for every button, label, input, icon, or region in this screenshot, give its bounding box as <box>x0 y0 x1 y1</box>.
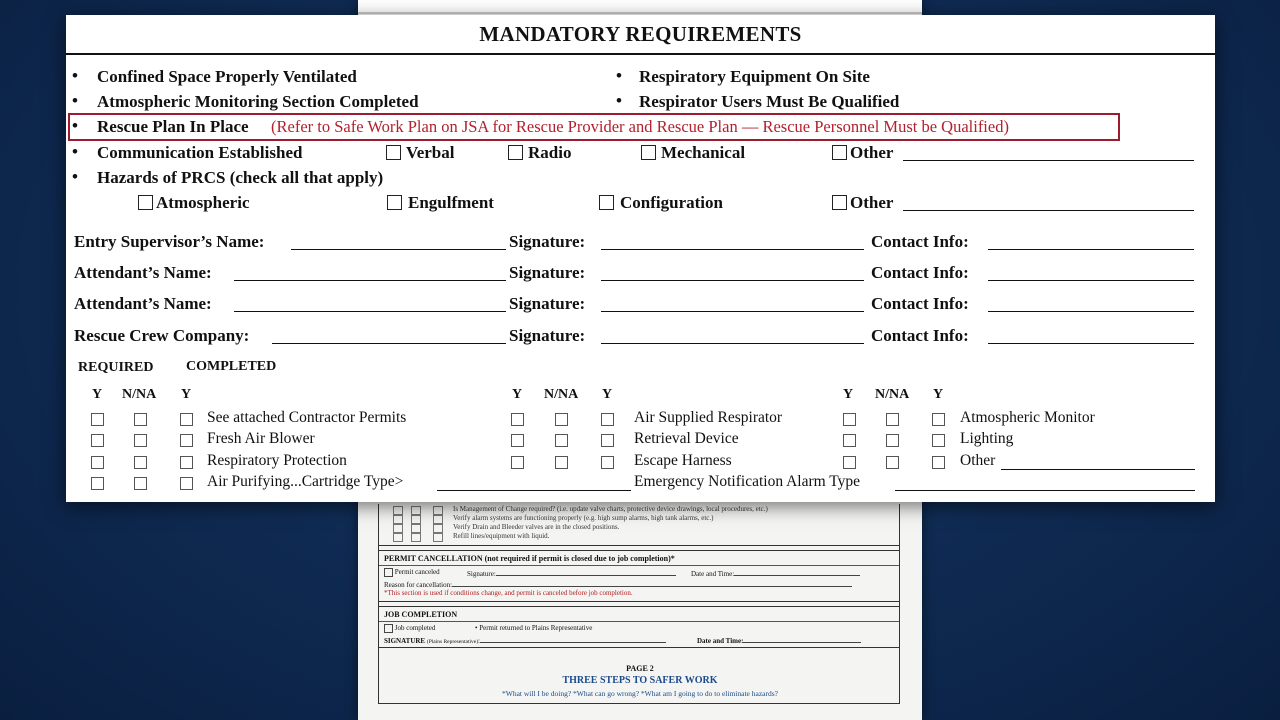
verbal-label: Verbal <box>406 143 455 162</box>
attendant-2-signature-line[interactable] <box>601 311 864 312</box>
permit-cancellation-section <box>378 550 900 602</box>
permit-canceled-label: Permit canceled <box>394 568 440 577</box>
rescue-crew-name-line[interactable] <box>272 343 506 344</box>
bg-checkbox <box>393 524 403 533</box>
bg-list-line: Is Management of Change required? (i.e. update valve charts, protective device drawings, local procedures, etc.) <box>453 505 768 513</box>
attendant-signature-line[interactable] <box>601 280 864 281</box>
other-line[interactable] <box>1001 469 1195 470</box>
bullet: • <box>616 91 622 110</box>
attendant-label: Attendant’s Name: <box>74 294 212 313</box>
page-number: PAGE 2 <box>626 664 654 673</box>
row-checkbox[interactable] <box>843 456 856 469</box>
bullet: • <box>72 142 78 161</box>
bullet: • <box>72 66 78 85</box>
row-checkbox[interactable] <box>932 456 945 469</box>
col-header-y: Y <box>933 387 944 402</box>
row-checkbox[interactable] <box>511 456 524 469</box>
item-confined-space-ventilated: Confined Space Properly Ventilated <box>97 67 357 86</box>
item-respirator-users-qualified: Respirator Users Must Be Qualified <box>639 92 900 111</box>
hazard-other-label: Other <box>850 193 894 212</box>
col-header-y: Y <box>92 387 103 402</box>
col-header-y: Y <box>602 387 613 402</box>
rescue-crew-contact-line[interactable] <box>988 343 1194 344</box>
contact-info-label: Contact Info: <box>871 294 969 313</box>
row-checkbox[interactable] <box>134 413 147 426</box>
bg-list-line: Verify alarm systems are functioning properly (e.g. high sump alarms, high tank alarms, etc.) <box>453 514 714 522</box>
respiratory-protection-label: Respiratory Protection <box>207 452 347 469</box>
row-checkbox[interactable] <box>511 413 524 426</box>
configuration-label: Configuration <box>620 193 723 212</box>
fresh-air-blower-label: Fresh Air Blower <box>207 430 315 447</box>
bullet: • <box>72 116 78 135</box>
hazard-other-checkbox[interactable] <box>832 195 847 210</box>
row-checkbox[interactable] <box>886 413 899 426</box>
attendant-contact-line[interactable] <box>988 280 1194 281</box>
contact-info-label: Contact Info: <box>871 263 969 282</box>
item-atmospheric-monitoring: Atmospheric Monitoring Section Completed <box>97 92 419 111</box>
bg-list-line: Refill lines/equipment with liquid. <box>453 532 550 540</box>
attendant-label: Attendant’s Name: <box>74 263 212 282</box>
retrieval-device-label: Retrieval Device <box>634 430 739 447</box>
permit-cancellation-title: PERMIT CANCELLATION (not required if permit is closed due to job completion)* <box>384 554 675 563</box>
row-checkbox[interactable] <box>91 477 104 490</box>
cancel-date-label: Date and Time: <box>691 570 735 578</box>
row-checkbox[interactable] <box>134 456 147 469</box>
required-header: REQUIRED <box>78 360 154 375</box>
communication-other-line[interactable] <box>903 160 1194 161</box>
row-checkbox[interactable] <box>601 434 614 447</box>
escape-harness-label: Escape Harness <box>634 452 732 469</box>
configuration-checkbox[interactable] <box>599 195 614 210</box>
bullet: • <box>616 66 622 85</box>
mandatory-requirements-card <box>66 15 1215 502</box>
col-header-nna: N/NA <box>875 387 910 402</box>
entry-supervisor-label: Entry Supervisor’s Name: <box>74 232 265 251</box>
completion-signature-label: SIGNATURE <box>384 637 426 645</box>
rescue-plan-label: Rescue Plan In Place <box>97 117 249 136</box>
bg-checkbox <box>393 515 403 524</box>
bullet: • <box>72 167 78 186</box>
cancel-reason-line[interactable] <box>452 579 852 587</box>
atmospheric-checkbox[interactable] <box>138 195 153 210</box>
signature-label: Signature: <box>509 326 586 345</box>
cancel-signature-line[interactable] <box>496 568 676 576</box>
mechanical-checkbox[interactable] <box>641 145 656 160</box>
row-checkbox[interactable] <box>134 434 147 447</box>
bg-checkbox <box>411 524 421 533</box>
row-checkbox[interactable] <box>886 434 899 447</box>
entry-supervisor-name-line[interactable] <box>291 249 506 250</box>
row-checkbox[interactable] <box>91 434 104 447</box>
row-checkbox[interactable] <box>843 434 856 447</box>
signature-label: Signature: <box>509 294 586 313</box>
col-header-y: Y <box>843 387 854 402</box>
row-checkbox[interactable] <box>555 413 568 426</box>
radio-checkbox[interactable] <box>508 145 523 160</box>
cartridge-type-label: Air Purifying...Cartridge Type> <box>207 473 404 490</box>
contractor-permits-label: See attached Contractor Permits <box>207 409 407 426</box>
three-steps-questions: *What will I be doing? *What can go wrong? *What am I going to do to eliminate hazards? <box>502 689 778 698</box>
air-supplied-respirator-label: Air Supplied Respirator <box>634 409 783 426</box>
cartridge-type-line[interactable] <box>437 490 631 491</box>
bg-checkbox <box>433 524 443 533</box>
item-respiratory-equipment: Respiratory Equipment On Site <box>639 67 870 86</box>
bg-checkbox <box>411 515 421 524</box>
other-label: Other <box>960 452 996 469</box>
atmospheric-monitor-label: Atmospheric Monitor <box>960 409 1095 426</box>
col-header-nna: N/NA <box>122 387 157 402</box>
job-completion-title: JOB COMPLETION <box>384 610 458 619</box>
completion-signature-note: (Plains Representative) <box>426 639 479 645</box>
col-header-y: Y <box>512 387 523 402</box>
completed-header: COMPLETED <box>186 359 277 374</box>
emergency-alarm-line[interactable] <box>895 490 1195 491</box>
row-checkbox[interactable] <box>511 434 524 447</box>
contact-info-label: Contact Info: <box>871 232 969 251</box>
attendant-name-line[interactable] <box>234 280 506 281</box>
bullet: • <box>72 91 78 110</box>
cancel-reason-label: Reason for cancellation: <box>384 581 453 589</box>
bg-checkbox <box>411 506 421 515</box>
bg-checkbox <box>411 533 421 542</box>
job-completed-checkbox[interactable] <box>384 624 393 633</box>
row-checkbox[interactable] <box>180 477 193 490</box>
engulfment-checkbox[interactable] <box>387 195 402 210</box>
job-completed-label: Job completed <box>394 624 436 633</box>
row-checkbox[interactable] <box>932 413 945 426</box>
background-page-top <box>358 0 922 14</box>
row-checkbox[interactable] <box>886 456 899 469</box>
rescue-plan-note: (Refer to Safe Work Plan on JSA for Rescue Provider and Rescue Plan — Rescue Personnel Must be Qualified) <box>271 117 1009 136</box>
permit-canceled-checkbox[interactable] <box>384 568 393 577</box>
completion-date-label: Date and Time: <box>697 637 744 645</box>
bg-checkbox <box>393 533 403 542</box>
bg-checkbox <box>433 506 443 515</box>
cancel-date-line[interactable] <box>734 568 860 576</box>
row-checkbox[interactable] <box>932 434 945 447</box>
signature-label: Signature: <box>509 263 586 282</box>
entry-supervisor-contact-line[interactable] <box>988 249 1194 250</box>
completion-date-line[interactable] <box>743 635 861 643</box>
row-checkbox[interactable] <box>555 456 568 469</box>
completion-signature-line[interactable] <box>480 635 666 643</box>
bg-checkbox <box>433 515 443 524</box>
row-checkbox[interactable] <box>91 456 104 469</box>
bg-checkbox <box>393 506 403 515</box>
row-checkbox[interactable] <box>134 477 147 490</box>
row-checkbox[interactable] <box>601 413 614 426</box>
entry-supervisor-signature-line[interactable] <box>601 249 864 250</box>
communication-label: Communication Established <box>97 143 303 162</box>
mechanical-label: Mechanical <box>661 143 746 162</box>
hazard-other-line[interactable] <box>903 210 1194 211</box>
lighting-label: Lighting <box>960 430 1014 447</box>
row-checkbox[interactable] <box>180 456 193 469</box>
rescue-crew-label: Rescue Crew Company: <box>74 326 250 345</box>
card-title: MANDATORY REQUIREMENTS <box>66 15 1215 55</box>
hazards-label: Hazards of PRCS (check all that apply) <box>97 168 384 187</box>
background-checklist <box>378 504 900 546</box>
attendant-2-contact-line[interactable] <box>988 311 1194 312</box>
signature-label: Signature: <box>509 232 586 251</box>
communication-other-checkbox[interactable] <box>832 145 847 160</box>
row-checkbox[interactable] <box>555 434 568 447</box>
permit-returned-label: • Permit returned to Plains Representative <box>475 624 593 632</box>
radio-label: Radio <box>528 143 572 162</box>
three-steps-title: THREE STEPS TO SAFER WORK <box>562 675 718 686</box>
row-checkbox[interactable] <box>180 434 193 447</box>
engulfment-label: Engulfment <box>408 193 494 212</box>
row-checkbox[interactable] <box>601 456 614 469</box>
verbal-checkbox[interactable] <box>386 145 401 160</box>
contact-info-label: Contact Info: <box>871 326 969 345</box>
atmospheric-label: Atmospheric <box>156 193 250 212</box>
row-checkbox[interactable] <box>843 413 856 426</box>
row-checkbox[interactable] <box>91 413 104 426</box>
job-completion-section: JOB COMPLETION Job completed • Permit returned to Plains Representative SIGNATURE (Plains Representative): Date and Time: <box>378 606 900 648</box>
row-checkbox[interactable] <box>180 413 193 426</box>
bg-list-line: Verify Drain and Bleeder valves are in the closed positions. <box>453 523 620 531</box>
cancel-note: *This section is used if conditions change, and permit is canceled before job completion. <box>384 589 633 597</box>
cancel-signature-label: Signature: <box>467 570 496 578</box>
col-header-nna: N/NA <box>544 387 579 402</box>
communication-other-label: Other <box>850 143 894 162</box>
bg-checkbox <box>433 533 443 542</box>
rescue-crew-signature-line[interactable] <box>601 343 864 344</box>
emergency-alarm-label: Emergency Notification Alarm Type <box>634 473 861 490</box>
col-header-y: Y <box>181 387 192 402</box>
attendant-2-name-line[interactable] <box>234 311 506 312</box>
